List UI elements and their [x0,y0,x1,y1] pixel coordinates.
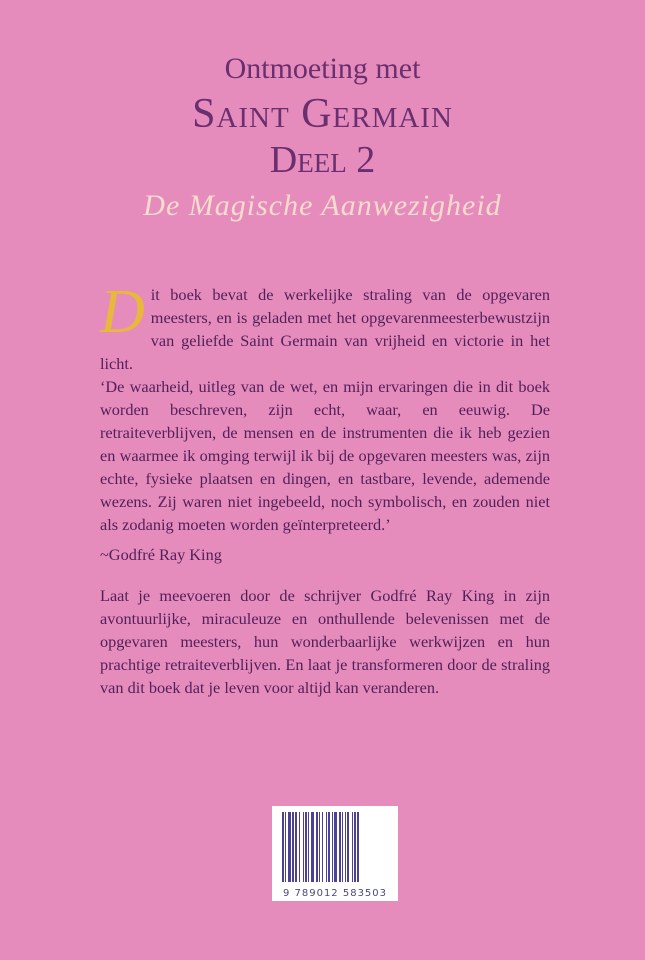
intro-paragraph [100,278,550,375]
closing-paragraph: Laat je meevoeren door de schrijver Godfré Ray King in zijn avontuurlijke, miraculeuze en onthullende belevenissen met de opgevaren meesters, hun wonderbaarlijke werkwijzen en hun prachtige retraiteverblijven. En laat je transformeren door de straling van dit boek dat je leven voor altijd kan veranderen. [100,586,550,697]
barcode [272,806,398,901]
title-line-2: Saint Germain [192,91,453,137]
barcode-bar [359,812,360,882]
title-line-3: Deel 2 [269,139,376,181]
subtitle: De Magische Aanwezigheid [143,189,502,222]
quote-paragraph: ‘De waarheid, uitleg van de wet, en mijn ervaringen die in dit boek worden beschreven, zijn echt, waar, en eeuwig. De retraiteverblijven, de mensen en de instrumenten die ik heb gezien en waarmee ik omging terwijl ik bij de opgevaren meesters was, zijn echte, fysieke plaatsen en dingen, en tastbare, levende, ademende wezens. Zij waren niet ingebeeld, noch symbolisch, en zouden niet als zodanig moeten worden geïnterpreteerd.’ [100,377,550,534]
isbn-number: 9 789012 583503 [282,888,388,899]
quote-author: ~Godfré Ray King [100,545,222,564]
title-line-1: Ontmoeting met [224,52,421,85]
intro-text: it boek bevat de werkelijke straling van de opgevaren meesters, en is geladen met het opgevarenmeesterbewustzijn van geliefde Saint Germain van vrijheid en victorie in het licht. [100,285,550,373]
drop-cap: D [100,278,145,346]
barcode-bars [282,812,390,882]
